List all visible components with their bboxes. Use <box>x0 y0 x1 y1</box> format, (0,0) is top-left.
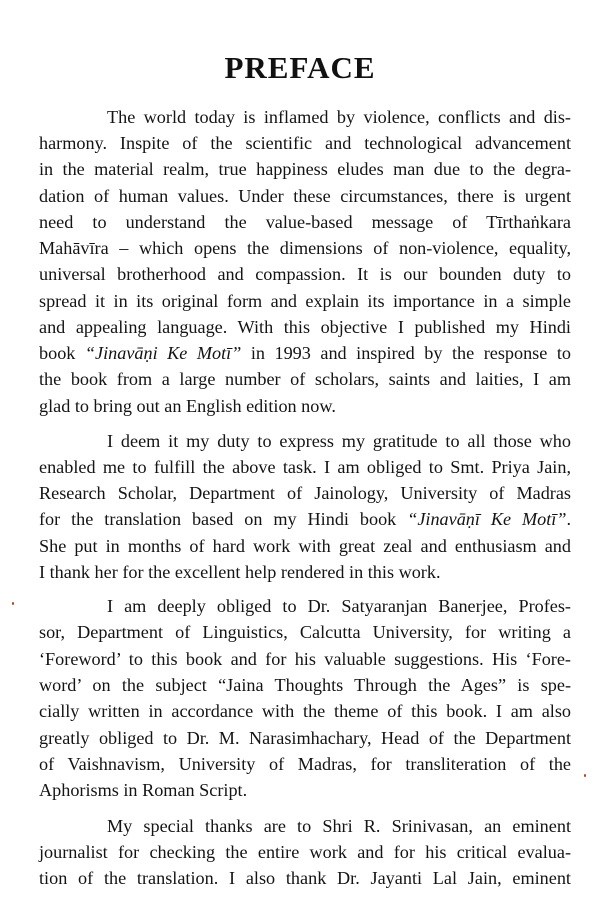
text-line: greatly obliged to Dr. M. Narasimhachary, Head of the Department <box>39 728 571 748</box>
text-line: spread it in its original form and explain its importance in a simple <box>39 291 571 311</box>
text-line: word’ on the subject “Jaina Thoughts Through the Ages” is spe- <box>39 675 571 695</box>
text-line: Mahāvīra – which opens the dimensions of non-violence, equality, <box>39 238 571 258</box>
text-line: and appealing language. With this objective I published my Hindi <box>39 317 571 337</box>
text-line: the book from a large number of scholars, saints and laities, I am <box>39 369 571 389</box>
text-line: universal brotherhood and compassion. It is our bounden duty to <box>39 264 571 284</box>
text-line: enabled me to fulfill the above task. I am obliged to Smt. Priya Jain, <box>39 457 571 477</box>
text-line: I am deeply obliged to Dr. Satyaranjan Banerjee, Profes- <box>107 596 571 616</box>
text-line: Aphorisms in Roman Script. <box>39 780 248 800</box>
text-line: tion of the translation. I also thank Dr. Jayanti Lal Jain, eminent <box>39 868 571 888</box>
text-line: The world today is inflamed by violence, conflicts and dis- <box>107 107 571 127</box>
book-title: “Jinavāṇī Ke Motī” <box>407 509 567 529</box>
print-speck <box>12 602 14 605</box>
text-line: She put in months of hard work with great zeal and enthusiasm and <box>39 536 571 556</box>
text-line: for the translation based on my Hindi book “Jinavāṇī Ke Motī”. <box>39 509 571 529</box>
print-speck <box>584 774 586 777</box>
text-line: I thank her for the excellent help rendered in this work. <box>39 562 441 582</box>
text-line: harmony. Inspite of the scientific and technological advancement <box>39 133 571 153</box>
book-title: “Jinavāṇi Ke Motī” <box>84 343 242 363</box>
text-line: cially written in accordance with the theme of this book. I am also <box>39 701 571 721</box>
text-line: Research Scholar, Department of Jainology, University of Madras <box>39 483 571 503</box>
text-line: dation of human values. Under these circumstances, there is urgent <box>39 186 571 206</box>
page-title: PREFACE <box>224 50 376 85</box>
text-line: need to understand the value-based message of Tīrthaṅkara <box>39 212 571 232</box>
text-line: book “Jinavāṇi Ke Motī” in 1993 and inspired by the response to <box>39 343 571 363</box>
text-line: journalist for checking the entire work and for his critical evalua- <box>39 842 571 862</box>
text-line: My special thanks are to Shri R. Srinivasan, an eminent <box>107 816 571 836</box>
text-line: ‘Foreword’ to this book and for his valuable suggestions. His ‘Fore- <box>39 649 571 669</box>
text-line: sor, Department of Linguistics, Calcutta University, for writing a <box>39 622 571 642</box>
text-line: of Vaishnavism, University of Madras, for transliteration of the <box>39 754 571 774</box>
text-line: glad to bring out an English edition now. <box>39 396 336 416</box>
text-line: I deem it my duty to express my gratitude to all those who <box>107 431 571 451</box>
text-line: in the material realm, true happiness eludes man due to the degra- <box>39 159 571 179</box>
